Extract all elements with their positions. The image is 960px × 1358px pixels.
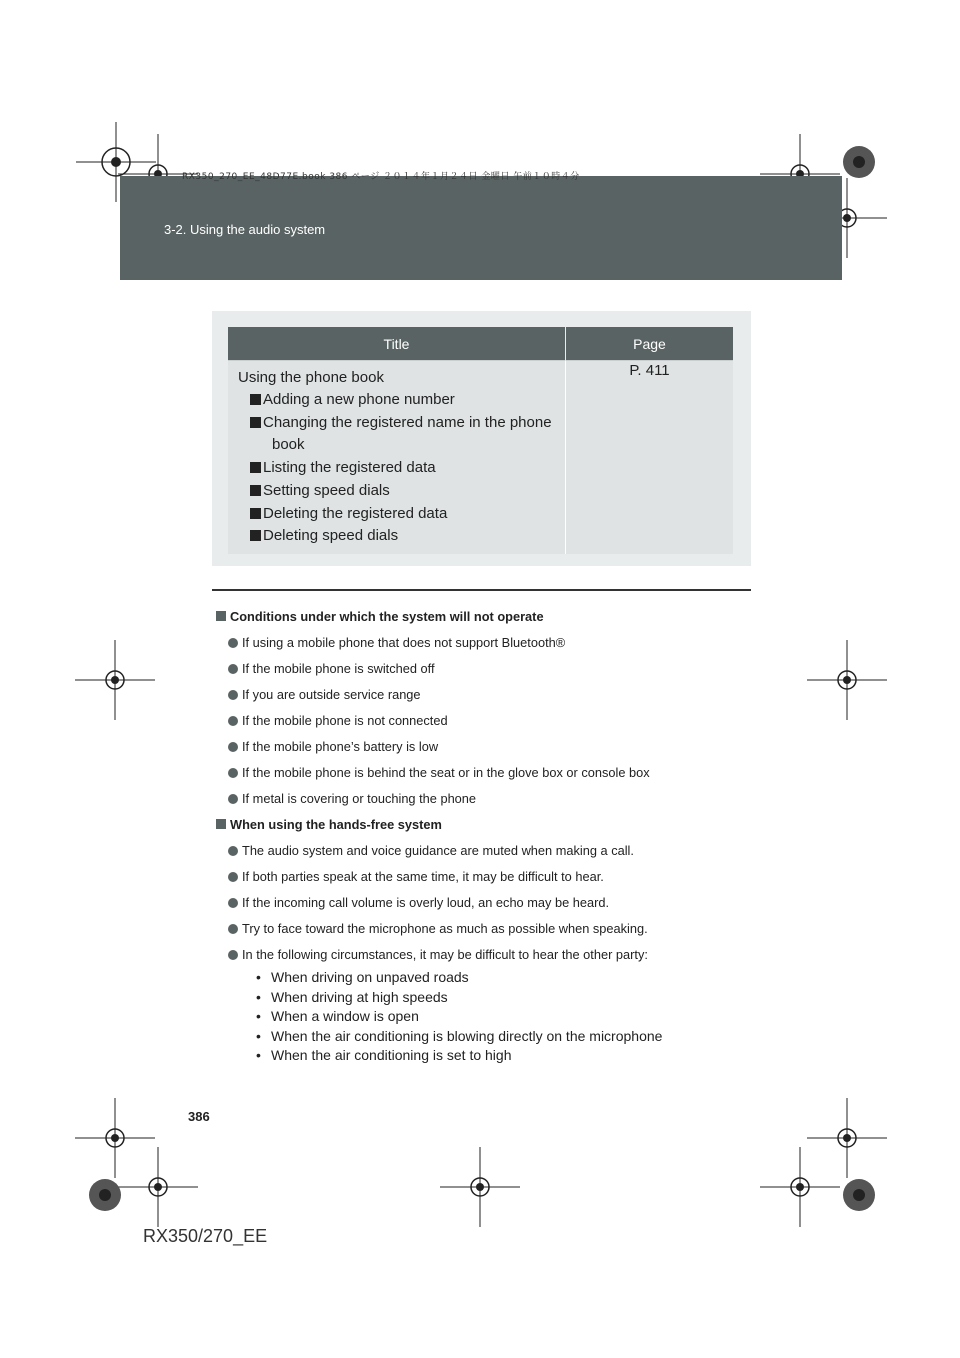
sub-item: Adding a new phone number [238,389,559,412]
list-item: In the following circumstances, it may be difficult to hear the other party: [216,942,756,968]
model-code: RX350/270_EE [143,1226,268,1246]
table-row [228,361,733,554]
dot-bullet-icon: • [256,969,261,985]
page-number: 386 [188,1109,210,1124]
list-item: If the mobile phone is switched off [216,656,756,682]
sub-item: Deleting the registered data [238,503,559,526]
sub-item: Changing the registered name in the phone [238,412,559,435]
square-bullet-icon [250,508,261,519]
registration-mark-icon [440,1147,520,1227]
square-bullet-icon [250,462,261,473]
dot-bullet-icon: • [256,1008,261,1024]
list-item: If you are outside service range [216,682,756,708]
round-bullet-icon [228,638,238,648]
sub-item-continuation: book [272,436,305,454]
sub-list-item: • When the air conditioning is set to high [216,1046,756,1066]
list-item: If both parties speak at the same time, it may be difficult to hear. [216,864,756,890]
list-item: The audio system and voice guidance are muted when making a call. [216,838,756,864]
main-item: Using the phone book [238,369,384,386]
list-item: If metal is covering or touching the phone [216,786,756,812]
sub-list-item: • When driving at high speeds [216,988,756,1008]
column-header-title: Title [228,327,566,361]
notes-section [216,604,756,1066]
round-bullet-icon [228,664,238,674]
sub-list-item: • When driving on unpaved roads [216,968,756,988]
round-bullet-icon [228,924,238,934]
column-header-page: Page [566,327,734,361]
sub-item: Listing the registered data [238,457,559,480]
round-bullet-icon [228,846,238,856]
reference-table [228,327,733,554]
sub-list-item: • When the air conditioning is blowing directly on the microphone [216,1027,756,1047]
dot-bullet-icon: • [256,988,261,1005]
list-item: If using a mobile phone that does not support Bluetooth® [216,630,756,656]
list-item: If the incoming call volume is overly loud, an echo may be heard. [216,890,756,916]
round-bullet-icon [228,794,238,804]
registration-mark-icon [807,640,887,720]
square-bullet-icon [216,611,226,621]
round-bullet-icon [228,742,238,752]
color-wheel-mark-icon [819,1155,899,1235]
print-stamp: RX350_270_EE_48D77E.book 386 ページ ２０１４年１月２４日 金曜日 午前１０時４分 [182,172,580,182]
note-heading: When using the hands-free system [216,812,756,838]
section-title: 3-2. Using the audio system [164,222,326,237]
square-bullet-icon [216,819,226,829]
list-item: If the mobile phone is not connected [216,708,756,734]
round-bullet-icon [228,898,238,908]
square-bullet-icon [250,417,261,428]
round-bullet-icon [228,950,238,960]
dot-bullet-icon: • [256,1047,261,1063]
round-bullet-icon [228,872,238,882]
square-bullet-icon [250,485,261,496]
square-bullet-icon [250,394,261,405]
round-bullet-icon [228,690,238,700]
list-item: If the mobile phone is behind the seat or in the glove box or console box [216,760,756,786]
color-wheel-mark-icon [65,1155,145,1235]
page-reference: P. 411 [566,361,734,554]
round-bullet-icon [228,716,238,726]
sub-list-item: • When a window is open [216,1007,756,1027]
list-item: Try to face toward the microphone as much as possible when speaking. [216,916,756,942]
note-heading: Conditions under which the system will not operate [216,604,756,630]
dot-bullet-icon: • [256,1027,261,1044]
square-bullet-icon [250,530,261,541]
registration-mark-icon [75,640,155,720]
sub-item: Deleting speed dials [238,525,559,548]
sub-item: Setting speed dials [238,480,559,503]
section-divider [212,589,751,591]
list-item: If the mobile phone’s battery is low [216,734,756,760]
round-bullet-icon [228,768,238,778]
title-cell [228,361,566,554]
